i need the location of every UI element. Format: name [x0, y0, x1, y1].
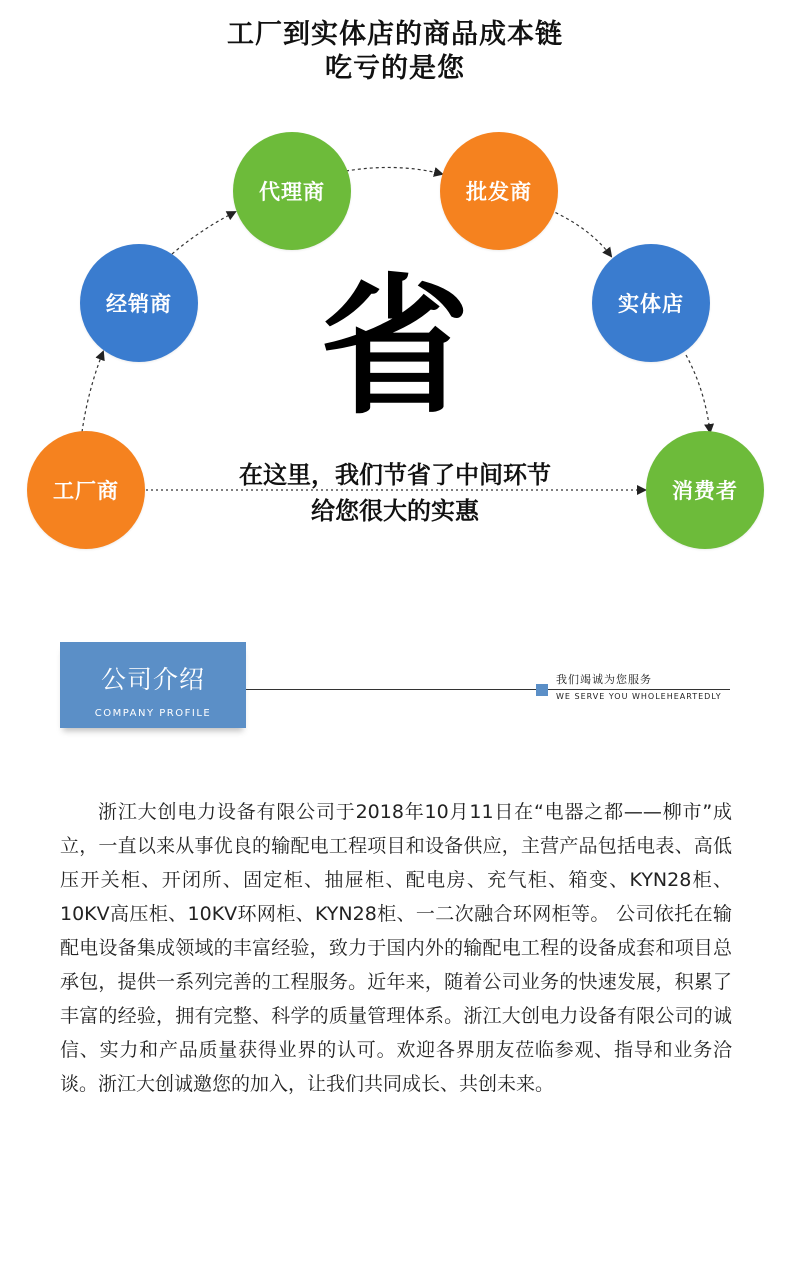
node-retail	[592, 244, 710, 362]
section-header	[0, 640, 790, 750]
arrow-distributor-agent	[172, 212, 235, 254]
node-agent-label: 代理商	[259, 180, 325, 204]
node-wholesaler	[440, 132, 558, 250]
section-subtitle: COMPANY PROFILE	[94, 708, 212, 719]
arrow-factory-distributor	[82, 352, 103, 432]
section-title: 公司介绍	[100, 665, 205, 694]
node-retail-label: 实体店	[618, 292, 684, 316]
slogan-english: WE SERVE YOU WHOLEHEARTEDLY	[556, 692, 722, 701]
node-factory-label: 工厂商	[53, 479, 119, 503]
flow-note-line-2: 给您很大的实惠	[311, 497, 479, 525]
section-tag	[60, 642, 246, 728]
company-profile-text: 浙江大创电力设备有限公司于2018年10月11日在“电器之都——柳市”成立，一直以来从事优良的输配电工程项目和设备供应，主营产品包括电表、高低压开关柜、开闭所、固定柜、抽屉柜、配电房、充气柜、箱变、KYN28柜、10KV高压柜、10KV环网柜、KYN28柜、一二次融合环网柜等。 公司依托在输配电设备集成领域的丰富经验，致力于国内外的输配电工程的设备成套和项目总承包，提供一系列完善的工程服务。近年来，随着公司业务的快速发展，积累了丰富的经验，拥有完整、科学的质量管理体系。浙江大创电力设备有限公司的诚信、实力和产品质量获得业界的认可。欢迎各界朋友莅临参观、指导和业务洽谈。浙江大创诚邀您的加入，让我们共同成长、共创未来。	[60, 801, 732, 1095]
node-agent	[233, 132, 351, 250]
save-character: 省	[319, 261, 470, 435]
header-rule-right	[548, 689, 730, 690]
arrow-wholesaler-retail	[550, 210, 611, 256]
flow-note-line-1: 在这里，我们节省了中间环节	[239, 461, 551, 489]
node-distributor-label: 经销商	[106, 292, 172, 316]
arrow-retail-consumer	[686, 355, 710, 432]
node-distributor	[80, 244, 198, 362]
header-rule-left	[246, 689, 536, 690]
headline-line-1: 工厂到实体店的商品成本链	[227, 19, 563, 50]
node-wholesaler-label: 批发商	[466, 180, 532, 204]
node-consumer-label: 消费者	[672, 479, 738, 503]
header-square-marker	[536, 684, 548, 696]
slogan-chinese: 我们竭诚为您服务	[556, 673, 652, 686]
headline-line-2: 吃亏的是您	[325, 53, 465, 84]
arrow-agent-wholesaler	[340, 167, 442, 174]
